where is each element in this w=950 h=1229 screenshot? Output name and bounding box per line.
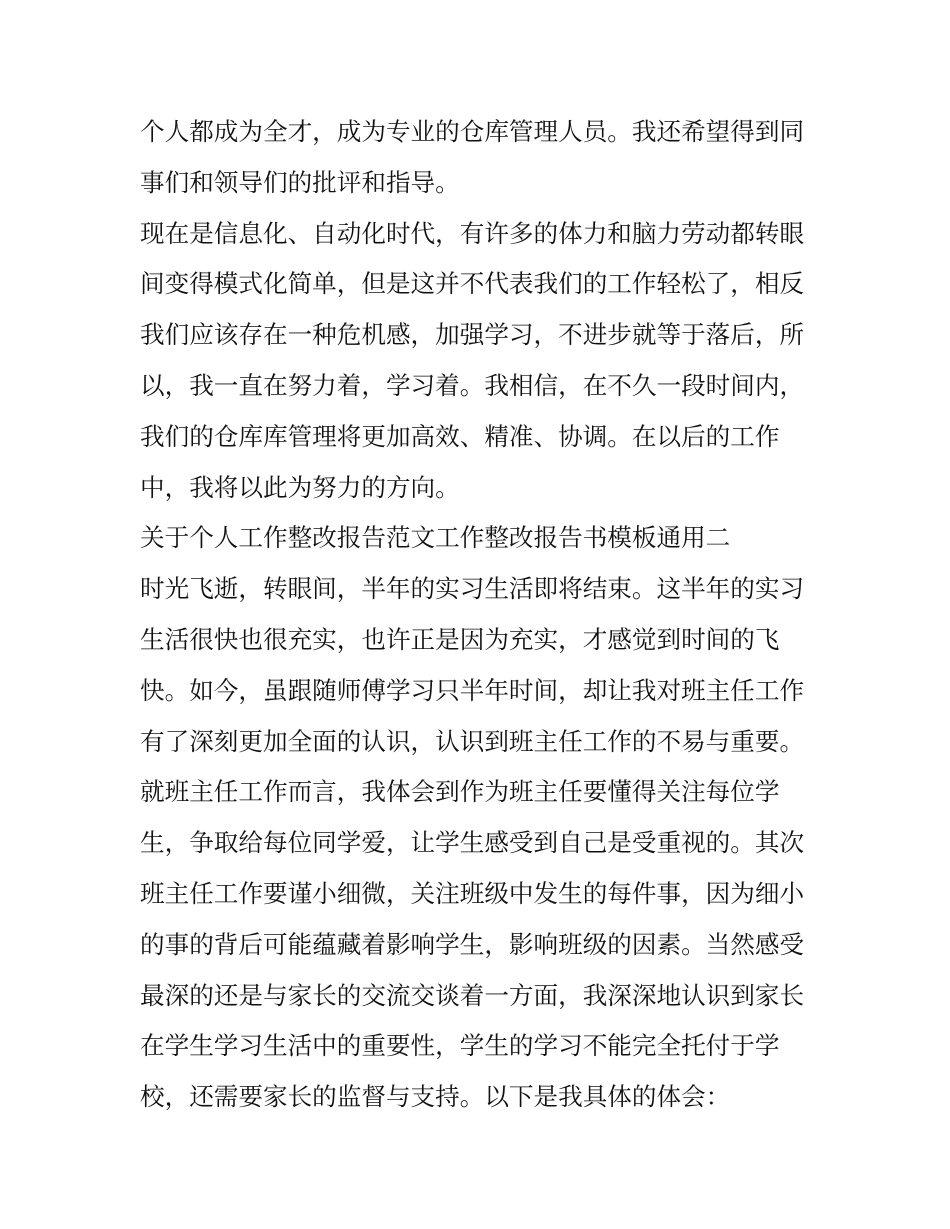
text-line: 个人都成为全才，成为专业的仓库管理人员。我还希望得到同 [140, 117, 805, 146]
text-line: 现在是信息化、自动化时代，有许多的体力和脑力劳动都转眼 [140, 218, 805, 248]
text-line: 快。如今，虽跟随师傅学习只半年时间，却让我对班主任工作 [140, 675, 805, 705]
text-line: 事们和领导们的批评和指导。 [140, 167, 460, 197]
section-heading: 关于个人工作整改报告范文工作整改报告书模板通用二 [140, 523, 731, 553]
text-line: 以，我一直在努力着，学习着。我相信，在不久一段时间内， [140, 370, 805, 400]
text-line: 最深的还是与家长的交流交谈着一方面，我深深地认识到家长 [140, 980, 805, 1010]
text-line: 生，争取给每位同学爱，让学生感受到自己是受重视的。其次 [140, 828, 805, 858]
text-line: 校，还需要家长的监督与支持。以下是我具体的体会： [140, 1082, 731, 1112]
text-line: 时光飞逝，转眼间，半年的实习生活即将结束。这半年的实习 [140, 574, 805, 604]
text-line: 有了深刻更加全面的认识，认识到班主任工作的不易与重要。 [140, 726, 805, 756]
document-body [140, 107, 830, 1123]
text-line: 的事的背后可能蕴藏着影响学生，影响班级的因素。当然感受 [140, 929, 805, 959]
text-line: 中，我将以此为努力的方向。 [140, 472, 460, 502]
text-line: 在学生学习生活中的重要性，学生的学习不能完全托付于学 [140, 1031, 780, 1061]
text-line: 班主任工作要谨小细微，关注班级中发生的每件事，因为细小 [140, 878, 805, 908]
text-line: 间变得模式化简单，但是这并不代表我们的工作轻松了，相反 [140, 269, 805, 299]
text-line: 我们的仓库库管理将更加高效、精准、协调。在以后的工作 [140, 421, 780, 451]
text-line: 生活很快也很充实，也许正是因为充实，才感觉到时间的飞 [140, 624, 780, 654]
text-line: 我们应该存在一种危机感，加强学习，不进步就等于落后，所 [140, 320, 805, 350]
text-line: 就班主任工作而言，我体会到作为班主任要懂得关注每位学 [140, 777, 780, 807]
